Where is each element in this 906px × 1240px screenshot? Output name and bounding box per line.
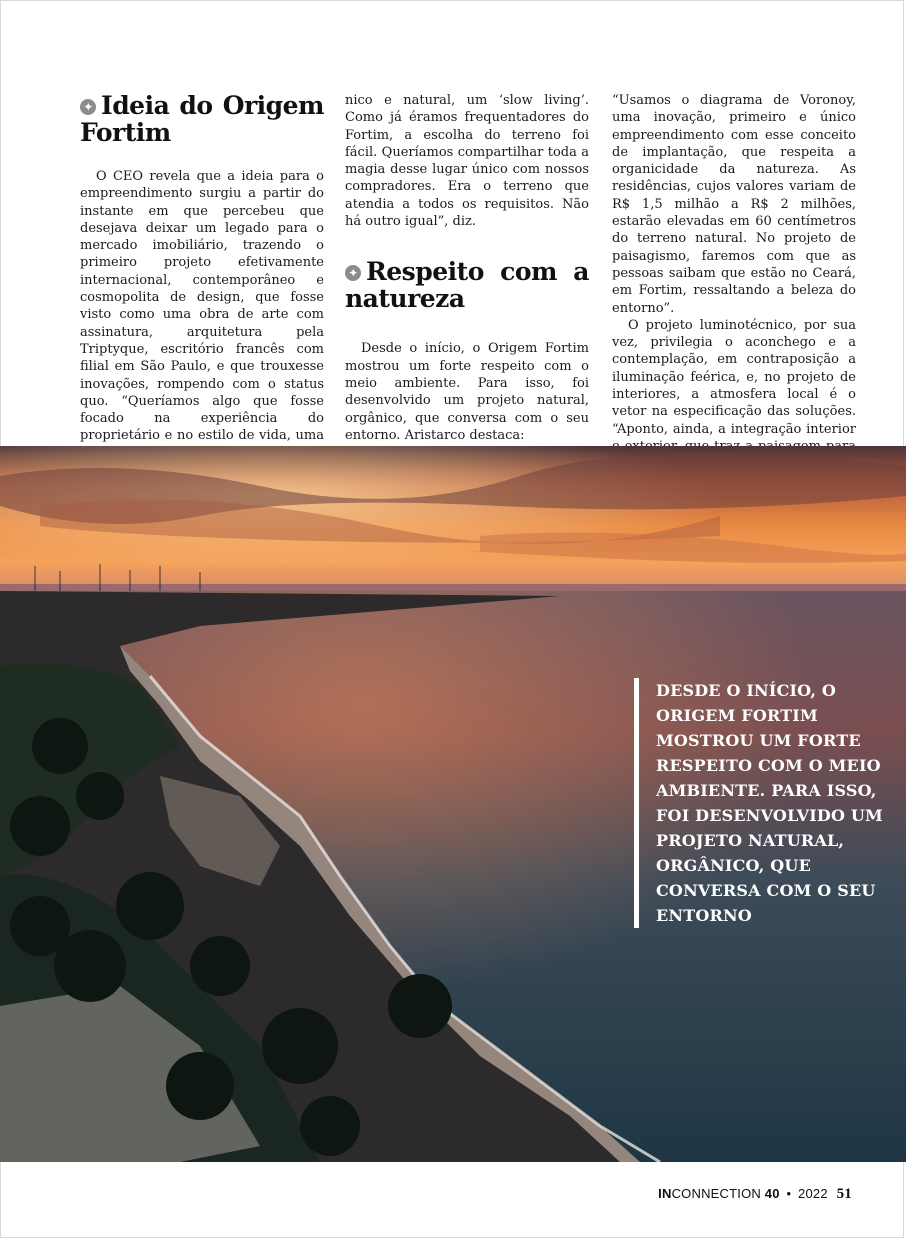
heading-text: Ideia do Origem Fortim — [80, 91, 324, 147]
magazine-name-connection: CONNECTION — [671, 1186, 761, 1201]
star-badge-icon: ✦ — [345, 265, 361, 281]
pull-quote: DESDE O INÍCIO, O ORIGEM FORTIM MOSTROU UM FORTE RESPEITO COM O MEIO AMBIENTE. PARA ISSO, FOI DESENVOLVIDO UM PROJETO NATURAL, ORGÂNICO, QUE CONVERSA COM O SEU ENTORNO — [634, 678, 886, 928]
issue-year: 2022 — [798, 1186, 828, 1201]
footer-separator: • — [786, 1186, 792, 1201]
body-paragraph: O projeto luminotécnico, por sua vez, privilegia o aconchego e a contemplação, em contraposição a iluminação feérica, e, no projeto de interiores, a atmosfera local é o vetor na especificação das soluções. “Aponto, ainda, a integração interior — [612, 317, 856, 437]
issue-number: 40 — [764, 1186, 780, 1201]
page-number: 51 — [836, 1186, 852, 1202]
heading-text: Respeito com a natureza — [345, 257, 589, 314]
magazine-name-in: IN — [658, 1186, 672, 1201]
star-badge-icon: ✦ — [80, 99, 96, 115]
quote-paragraph: “Usamos o diagrama de Voronoy, uma inovação, primeiro e único empreendimento com esse conceito de implantação, que respeita a organicidade da natureza. As residências, cujos valores variam de R$ 1,5 milhão a R$ 2 milhões, estarão elevadas em 60 centímetros do terreno natural. No projeto de paisagismo, faremos com que as pessoas saibam que estão no Ceará, em Fortim, ressaltando a beleza do entorno”. — [612, 93, 856, 316]
section-heading-respeito — [345, 258, 589, 312]
page-footer — [658, 1186, 852, 1203]
body-paragraph: O CEO revela que a ideia para o empreendimento surgiu a partir do instante em que percebeu que desejava deixar um legado para o mercado imobiliário, trazendo o primeiro projeto efetivamente internacional, contemporâneo e cosmopolita de design, que fosse visto como uma obra de arte com assinatura, arquitetura pela Triptyque, escritório francês com filial em São Paulo, e que trouxesse inovações, rompendo com o status quo. “Queríamos algo que fosse focado na experiência do proprietário e no estilo de vida, uma — [80, 169, 324, 444]
section-heading-ideia — [80, 92, 324, 146]
body-paragraph-continued: nico e natural, um ‘slow living’. Como já éramos frequentadores do Fortim, a escolha do terreno foi fácil. Queríamos compartilhar toda a magia desse lugar único com nossos compradores. Era o terreno que atendia a todos os requisitos. Não há outro igual”, diz. — [345, 93, 589, 230]
column-2 — [345, 92, 589, 444]
column-3 — [612, 92, 856, 490]
column-1 — [80, 92, 324, 462]
body-paragraph: Desde o início, o Origem Fortim mostrou um forte respeito com o meio ambiente. Para isso, foi desenvolvido um projeto natural, orgânico, que conversa com o seu entorno. Aristarco destaca: — [345, 341, 589, 443]
